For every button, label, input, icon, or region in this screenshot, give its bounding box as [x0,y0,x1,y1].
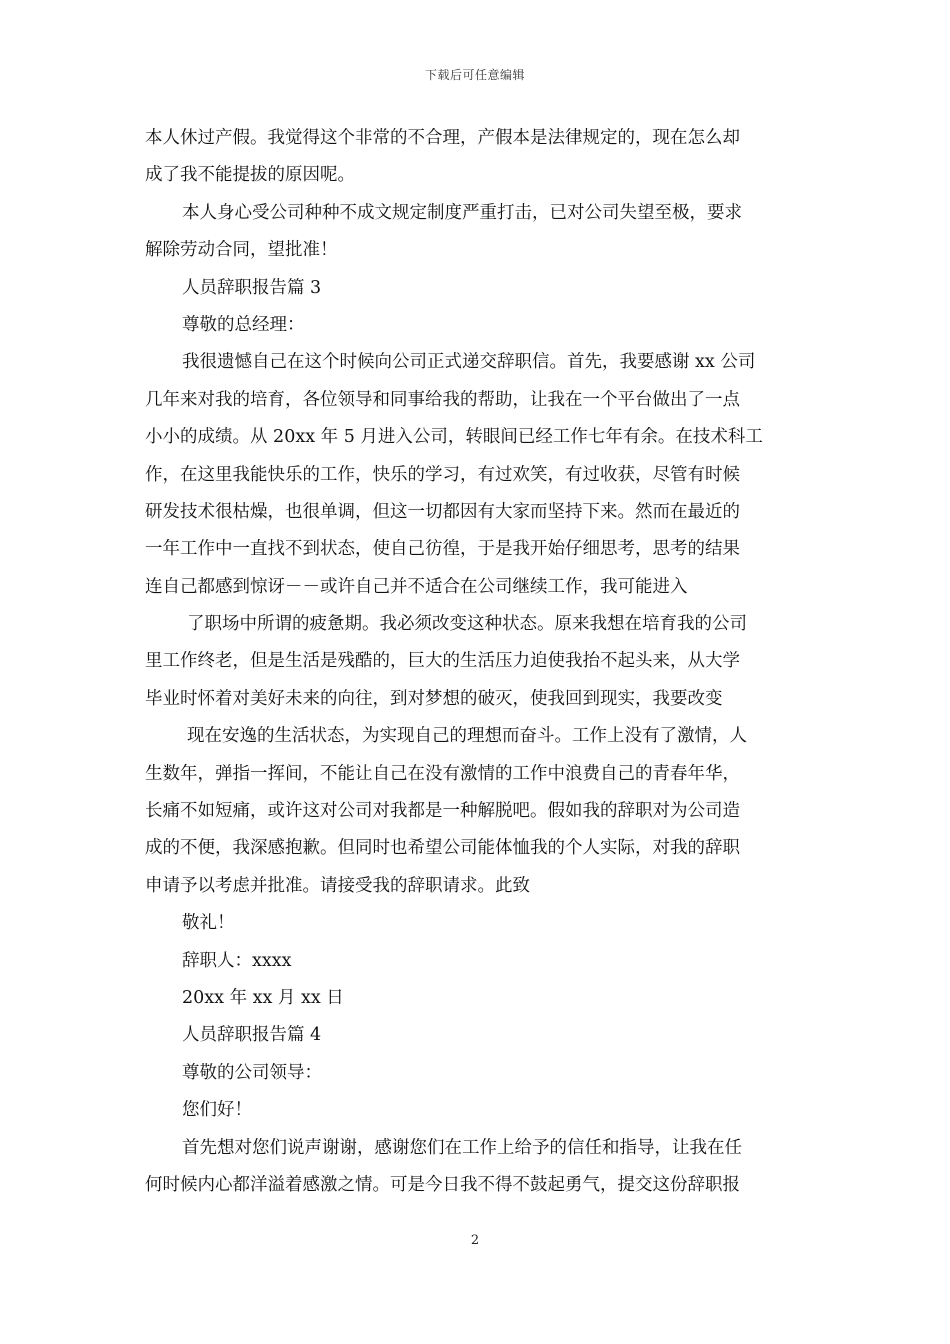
document-body [145,120,810,1204]
body-line: 研发技术很枯燥，也很单调，但这一切都因有大家而坚持下来。然而在最近的 [145,501,740,522]
body-line: 作，在这里我能快乐的工作，快乐的学习，有过欢笑，有过收获，尽管有时候 [145,464,740,485]
body-line: 里工作终老，但是生活是残酷的，巨大的生活压力迫使我抬不起头来，从大学 [145,651,740,672]
body-line: 毕业时怀着对美好未来的向往，到对梦想的破灭，使我回到现实，我要改变 [145,688,723,709]
paragraph-start: 本人身心受公司种种不成文规定制度严重打击，已对公司失望至极，要求 [182,202,742,223]
page-header: 下载后可任意编辑 [424,68,525,82]
salutation: 尊敬的总经理： [182,314,305,335]
date: 20xx 年 xx 月 xx 日 [182,987,344,1008]
body-line: 成了我不能提拔的原因呢。 [145,165,355,186]
body-line: 解除劳动合同，望批准！ [145,240,338,261]
body-line: 成的不便，我深感抱歉。但同时也希望公司能体恤我的个人实际，对我的辞职 [145,838,740,859]
greeting: 您们好！ [182,1100,252,1121]
body-line: 连自己都感到惊讶－－或许自己并不适合在公司继续工作，我可能进入 [145,576,688,597]
salutation: 尊敬的公司领导： [182,1062,322,1083]
body-line: 一年工作中一直找不到状态，使自己彷徨，于是我开始仔细思考，思考的结果 [145,539,740,560]
page-number: 2 [470,1233,480,1248]
body-line: 长痛不如短痛，或许这对公司对我都是一种解脱吧。假如我的辞职对为公司造 [145,801,740,822]
body-line: 本人休过产假。我觉得这个非常的不合理，产假本是法律规定的，现在怎么却 [145,128,740,148]
section-title: 人员辞职报告篇 4 [182,1025,322,1046]
body-line: 小小的成绩。从 20xx 年 5 月进入公司，转眼间已经工作七年有余。在技术科工 [145,427,763,448]
body-line: 几年来对我的培育，各位领导和同事给我的帮助，让我在一个平台做出了一点 [145,389,740,410]
body-line: 何时候内心都洋溢着感激之情。可是今日我不得不鼓起勇气，提交这份辞职报 [145,1174,740,1195]
paragraph-start: 了职场中所谓的疲惫期。我必须改变这种状态。原来我想在培育我的公司 [187,614,747,635]
body-line: 生数年，弹指一挥间，不能让自己在没有激情的工作中浪费自己的青春年华， [145,763,740,784]
section-title: 人员辞职报告篇 3 [182,277,322,298]
paragraph-start: 我很遗憾自己在这个时候向公司正式递交辞职信。首先，我要感谢 xx 公司 [182,352,756,373]
body-line: 申请予以考虑并批准。请接受我的辞职请求。此致 [145,875,530,896]
paragraph-start: 现在安逸的生活状态，为实现自己的理想而奋斗。工作上没有了激情，人 [187,726,747,747]
paragraph-start: 首先想对您们说声谢谢，感谢您们在工作上给予的信任和指导，让我在任 [182,1137,742,1158]
signature: 辞职人：xxxx [182,950,292,971]
closing: 敬礼！ [182,913,235,934]
